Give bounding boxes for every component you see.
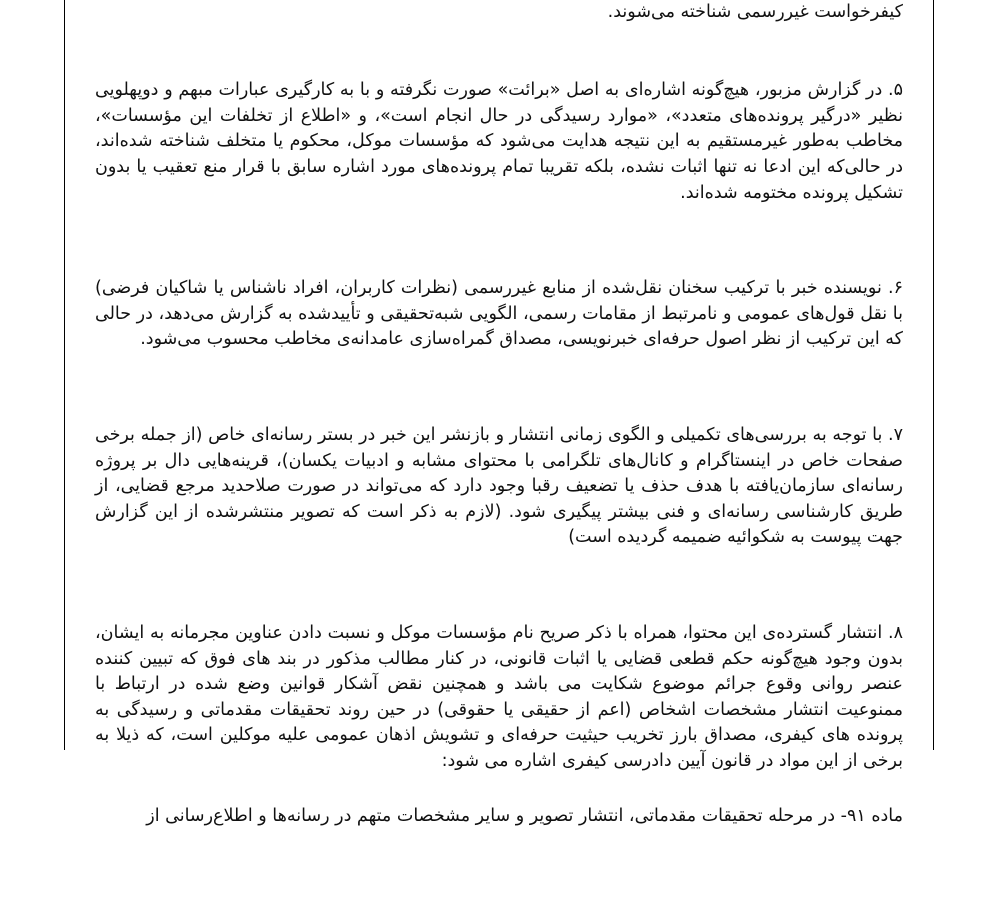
paragraph-intro-tail: کیفرخواست غیررسمی شناخته می‌شوند. xyxy=(607,1,903,22)
paragraph-7: ۷. با توجه به بررسی‌های تکمیلی و الگوی زمانی انتشار و بازنشر این خبر در بستر رسانه‌ای خاص (از جمله برخی صفحات خاص در اینستاگرام و کانال‌های تلگرامی با محتوای مشابه و ادبیات یکسان)، قرینه‌هایی دال بر پروژه رسانه‌ای سازمان‌یافته با هدف حذف یا تضعیف رقبا وجود دارد که می‌تواند در صورت صلاحدید مرجع قضایی، از طریق کارشناسی رسانه‌ای و فنی بیشتر پیگیری شود. (لازم به ذکر است که تصویر منتشرشده از این گزارش جهت پیوست به شکوائیه ضمیمه گردیده است) xyxy=(95,424,903,548)
article-91-text: ماده ۹۱- در مرحله تحقیقات مقدماتی، انتشار تصویر و سایر مشخصات متهم در رسانه‌ها و اطلاع‌رسانی از xyxy=(146,806,903,827)
paragraph-5: ۵. در گزارش مزبور، هیچ‌گونه اشاره‌ای به اصل «برائت» صورت نگرفته و با به کارگیری عبارات مبهم و دوپهلویی نظیر «درگیر پرونده‌های متعدد»، «موارد رسیدگی در حال انجام است»، و «اطلاع از تخلفات این مؤسسات»، مخاطب به‌طور غیرمستقیم به این نتیجه هدایت می‌شود که مؤسسات موکل، محکوم یا متخلف شناخته شده‌اند، در حالی‌که این ادعا نه تنها اثبات نشده، بلکه تقریبا تمام پرونده‌های مورد اشاره سابق با قرار منع تعقیب یا بدون تشکیل پرونده مختومه شده‌اند. xyxy=(95,80,903,203)
paragraph-6: ۶. نویسنده خبر با ترکیب سخنان نقل‌شده از منابع غیررسمی (نظرات کاربران، افراد ناشناس یا شاکیان فرضی) با نقل قول‌های عمومی و نامرتبط از مقامات رسمی، الگویی شبه‌تحقیقی و تأییدشده به گزارش می‌دهد، در حالی که این ترکیب از نظر اصول حرفه‌ای خبرنویسی، مصداق گمراه‌سازی عامدانه‌ی مخاطب محسوب می‌شود. xyxy=(95,278,903,350)
document-body xyxy=(95,0,903,900)
document-page xyxy=(64,0,934,827)
paragraph-8: ۸. انتشار گسترده‌ی این محتوا، همراه با ذکر صریح نام مؤسسات موکل و نسبت دادن عناوین مجرمانه به ایشان، بدون وجود هیچ‌گونه حکم قطعی قضایی یا اثبات قانونی، در کنار مطالب مذکور در بند های فوق که تبیین کننده عنصر روانی وقوع جرائم موضوع شکایت می باشد و همچنین نقض آشکار قوانین وضع شده در ارتباط با ممنوعیت انتشار مشخصات اشخاص (اعم از حقیقی یا حقوقی) در حین روند تحقیقات مقدماتی و رسیدگی به پرونده های کیفری، مصداق بارز تخریب حیثیت حرفه‌ای و تشویش اذهان عمومی علیه موکلین است، که ذیلا به برخی از این مواد در قانون آیین دادرسی کیفری اشاره می شود: xyxy=(95,622,903,771)
